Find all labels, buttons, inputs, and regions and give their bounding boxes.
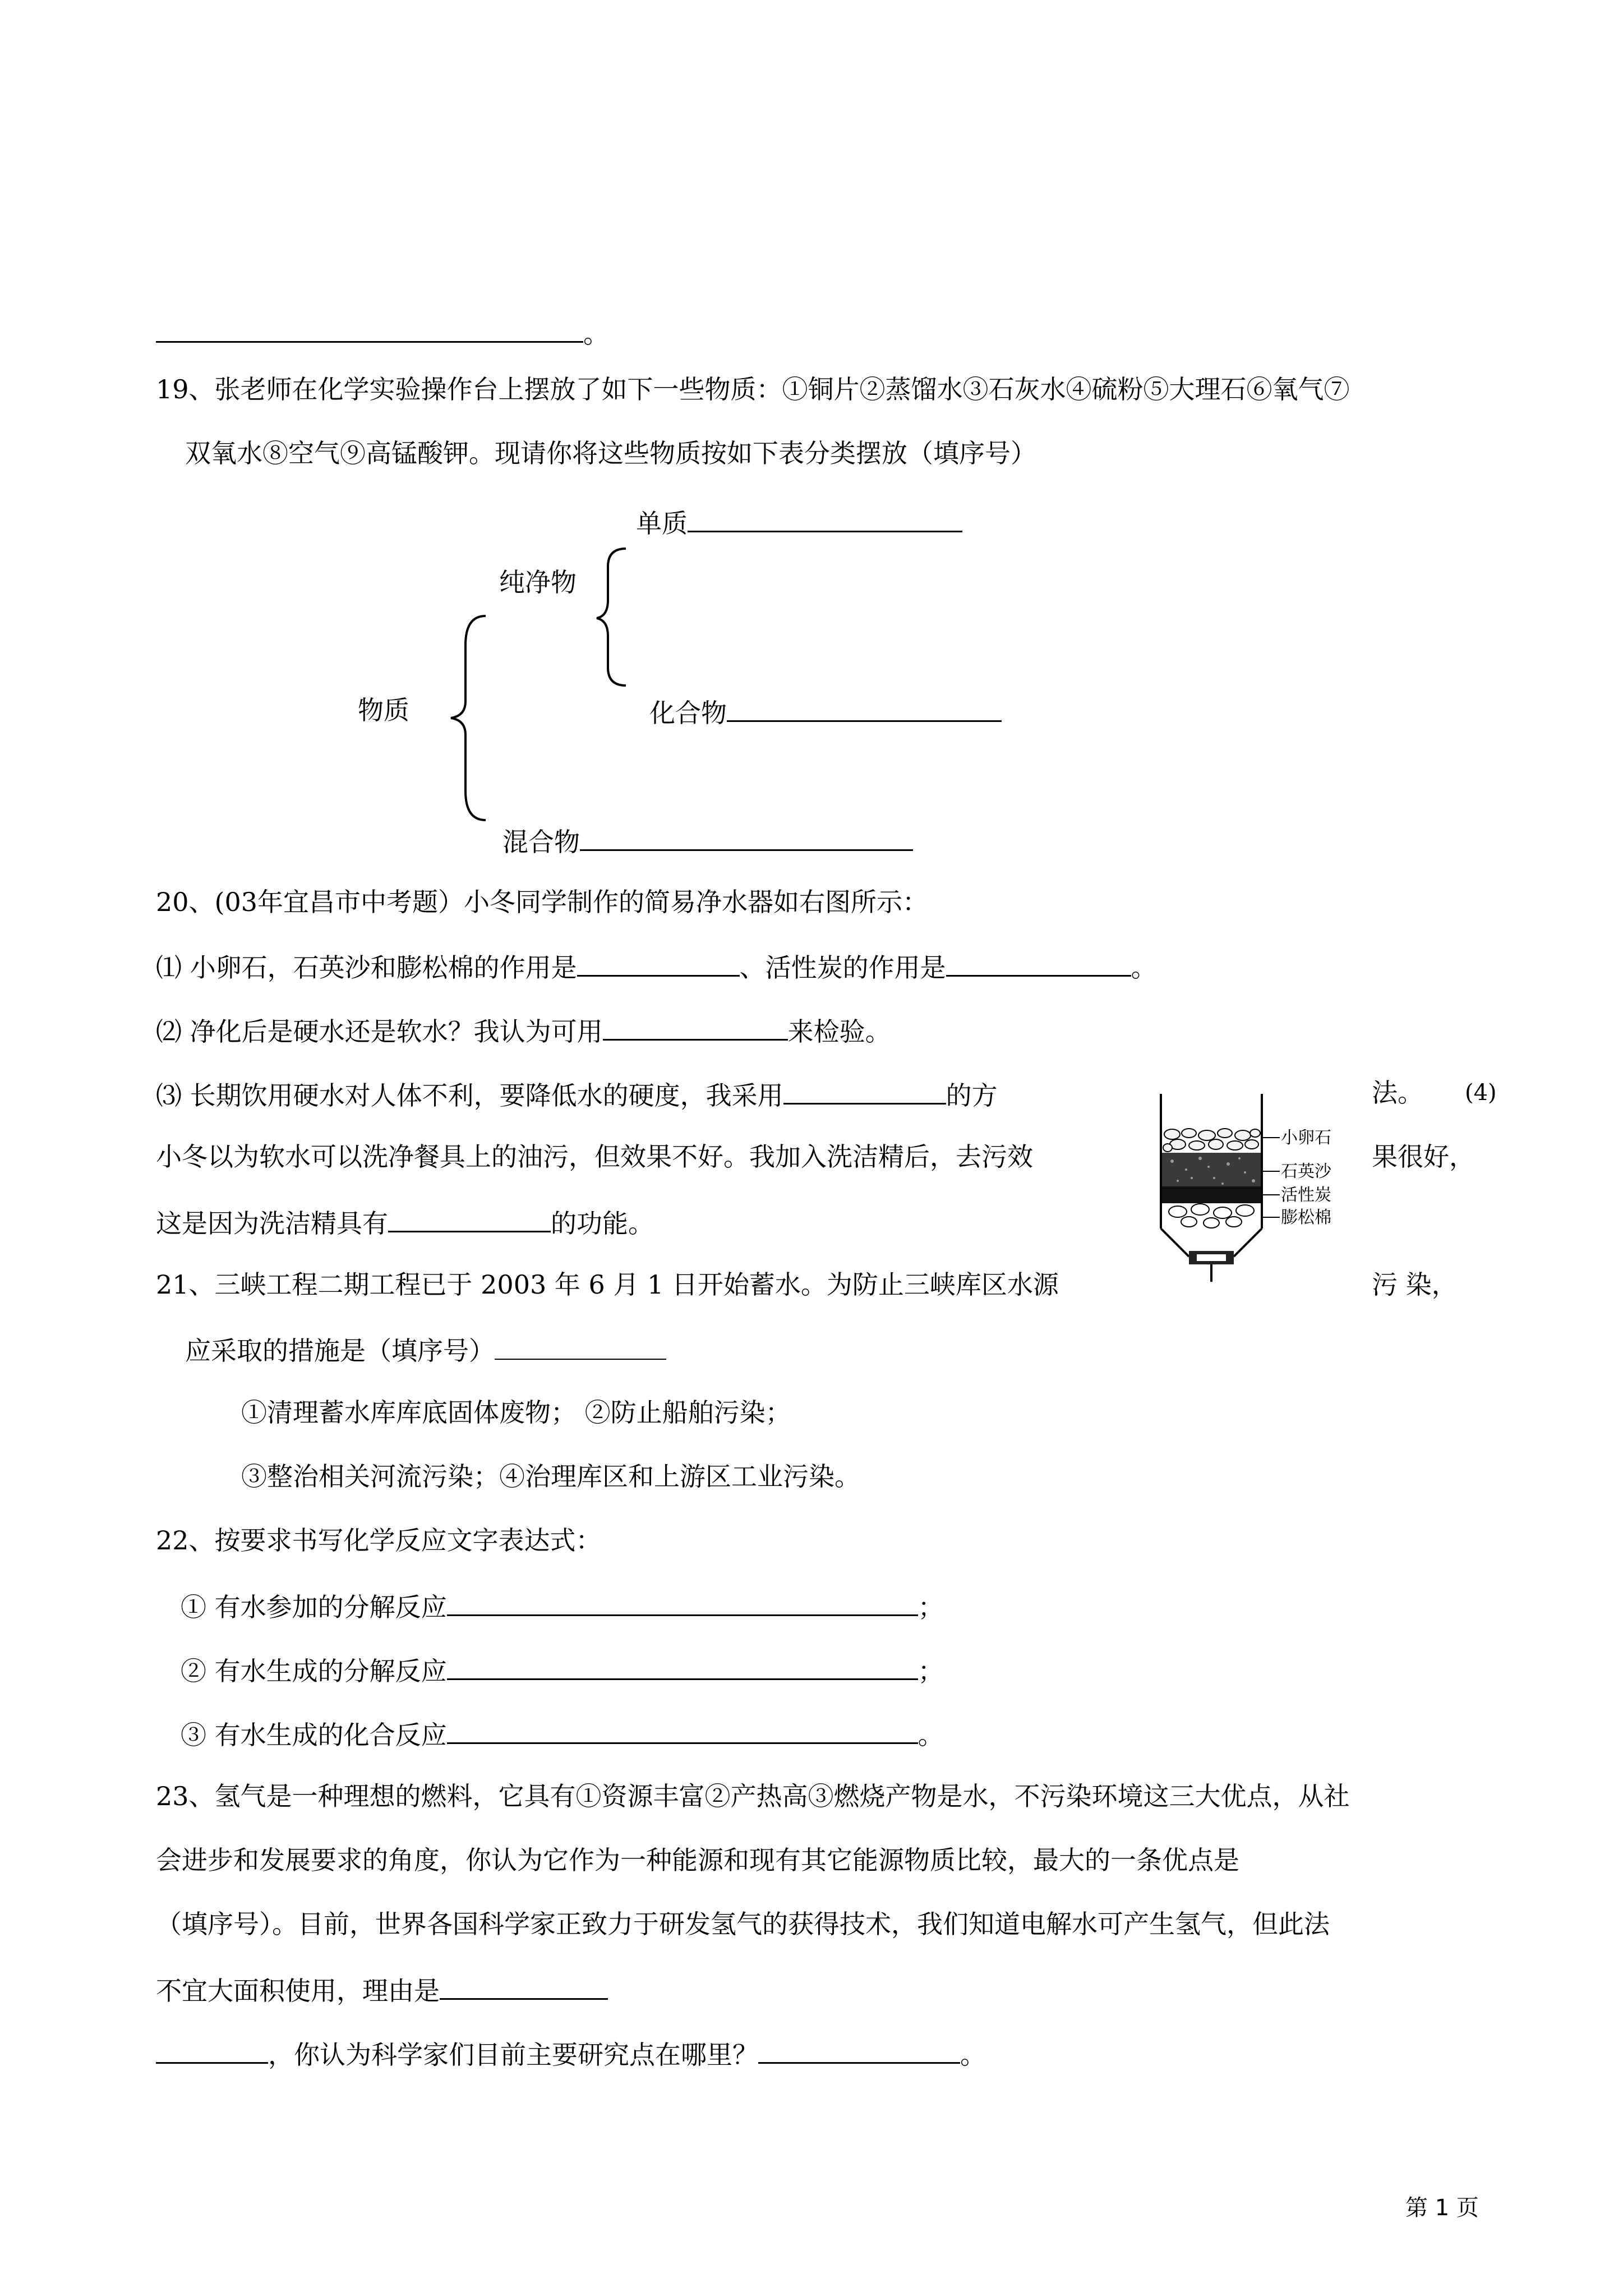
q20-part2: ⑵ 净化后是硬水还是软水？我认为可用 来检验。 [156, 1012, 891, 1048]
figure-label-quartz-sand: 石英沙 [1281, 1162, 1331, 1181]
answer-blank[interactable] [603, 1012, 788, 1041]
answer-blank[interactable] [447, 1651, 918, 1680]
q20-intro: 20、(03年宜昌市中考题）小冬同学制作的简易净水器如右图所示： [156, 887, 929, 917]
q20-part1: ⑴ 小卵石，石英沙和膨松棉的作用是 、活性炭的作用是 。 [156, 948, 1157, 984]
water-filter-diagram [1155, 1088, 1357, 1301]
answer-blank[interactable] [156, 314, 583, 343]
q22-item-2: ② 有水生成的分解反应 ； [181, 1651, 944, 1688]
mixture-answer-blank[interactable] [580, 822, 913, 851]
answer-blank[interactable] [388, 1204, 551, 1232]
q21-line1-end: 污 染， [1372, 1269, 1458, 1300]
answer-blank[interactable] [495, 1332, 666, 1360]
answer-blank[interactable] [440, 1971, 608, 2000]
tree-compound-row: 化合物 [649, 693, 1002, 730]
answer-blank[interactable] [447, 1588, 918, 1616]
figure-label-activated-carbon: 活性炭 [1281, 1185, 1331, 1205]
q20-part4-line1-end: 果很好， [1372, 1142, 1475, 1172]
tree-element-row: 单质 [636, 504, 962, 540]
answer-blank[interactable] [783, 1076, 946, 1105]
q21-line1: 21、三峡工程二期工程已于 2003 年 6 月 1 日开始蓄水。为防止三峡库区水源 [156, 1269, 1059, 1300]
inner-brace [592, 544, 631, 690]
q20-part4-line2: 这是因为洗洁精具有 的功能。 [156, 1204, 654, 1240]
outer-brace [446, 611, 491, 825]
answer-blank[interactable] [447, 1715, 918, 1744]
q21-option-line2: ③整治相关河流污染；④治理库区和上游区工业污染。 [241, 1461, 860, 1492]
q21-line2: 应采取的措施是（填序号） [185, 1332, 666, 1368]
tree-mixture-row: 混合物 [502, 822, 913, 859]
q23-line3: （填序号）。目前，世界各国科学家正致力于研发氢气的获得技术，我们知道电解水可产生氢气，但此法 [156, 1909, 1330, 1939]
tree-pure-label: 纯净物 [499, 567, 577, 597]
figure-label-pebbles: 小卵石 [1281, 1128, 1331, 1148]
answer-blank[interactable] [577, 948, 740, 977]
q23-line4: 不宜大面积使用，理由是 [156, 1971, 608, 2008]
figure-label-cotton: 膨松棉 [1281, 1208, 1331, 1227]
answer-blank[interactable] [946, 948, 1131, 977]
q21-option-line1: ①清理蓄水库库底固体废物； ②防止船舶污染； [241, 1397, 791, 1428]
element-answer-blank[interactable] [688, 504, 962, 532]
q20-part3: ⑶ 长期饮用硬水对人体不利，要降低水的硬度，我采用 的方 [156, 1076, 998, 1112]
q20-part4-line1: 小冬以为软水可以洗净餐具上的油污，但效果不好。我加入洗洁精后，去污效 [156, 1142, 1033, 1172]
page-number: 第 1 页 [1405, 2195, 1479, 2221]
q20-part4-num: (4) [1465, 1080, 1497, 1106]
q22-intro: 22、按要求书写化学反应文字表达式： [156, 1525, 602, 1556]
q19-line2: 双氧水⑧空气⑨高锰酸钾。现请你将这些物质按如下表分类摆放（填序号） [185, 438, 1036, 468]
q22-item-3: ③ 有水生成的化合反应 。 [181, 1715, 944, 1752]
answer-blank[interactable] [156, 2035, 268, 2064]
answer-blank[interactable] [758, 2035, 960, 2064]
q20-part3-end: 法。 [1372, 1078, 1423, 1108]
tree-substance-label: 物质 [358, 695, 409, 725]
q23-line1: 23、氢气是一种理想的燃料，它具有①资源丰富②产热高③燃烧产物是水，不污染环境这三大优点，从社 [156, 1781, 1350, 1811]
q22-item-1: ① 有水参加的分解反应 ； [181, 1588, 944, 1624]
q23-line2: 会进步和发展要求的角度，你认为它作为一种能源和现有其它能源物质比较，最大的一条优点是 [156, 1845, 1239, 1875]
top-answer-line: 。 [156, 314, 609, 351]
q23-line5: ，你认为科学家们目前主要研究点在哪里？ 。 [156, 2035, 986, 2072]
compound-answer-blank[interactable] [727, 693, 1002, 722]
q19-line1: 19、张老师在化学实验操作台上摆放了如下一些物质：①铜片②蒸馏水③石灰水④硫粉⑤大理石⑥氧气⑦ [156, 374, 1350, 404]
